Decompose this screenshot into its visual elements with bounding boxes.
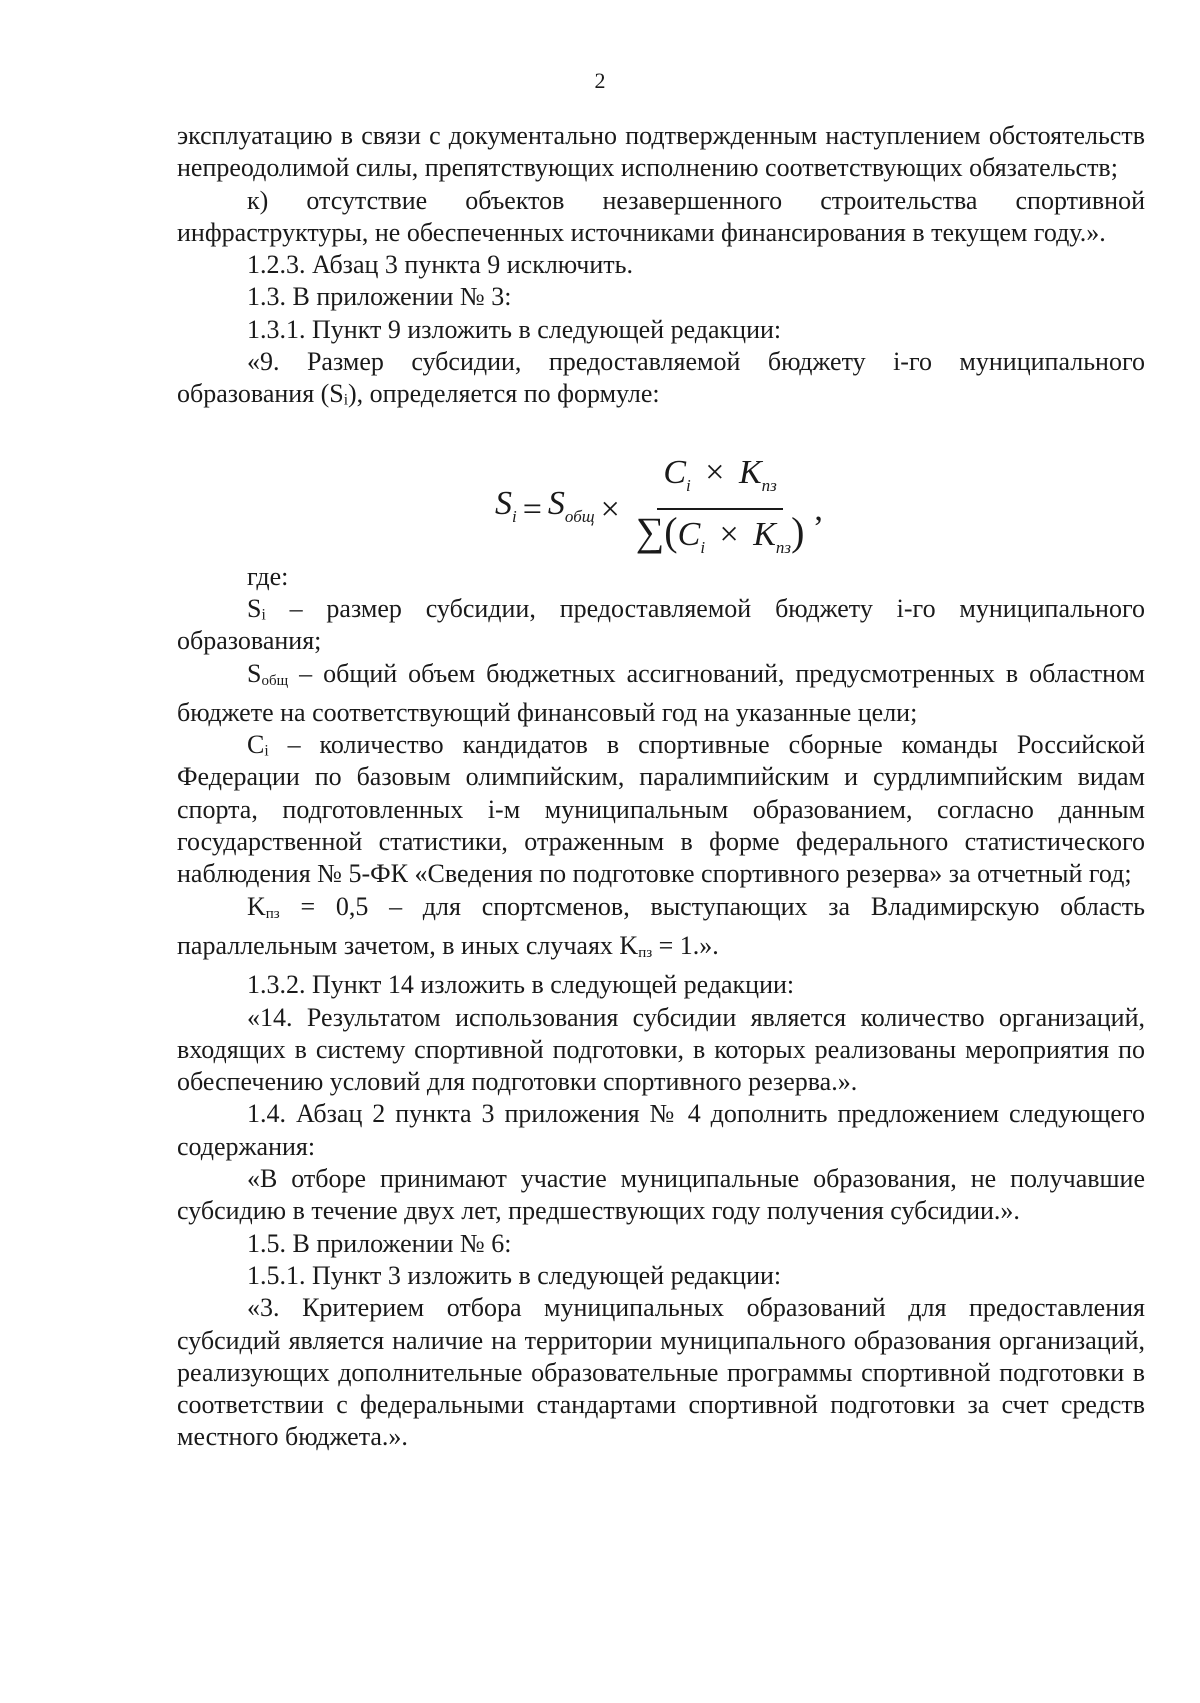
paragraph: Cᵢ – количество кандидатов в спортивные сборные команды Российской Федерации по базовым олимпийским, паралимпийским и сурдлимпийским видам спорта, подготовленных i-м муниципальным образованием, согласно данным государственной статистики, отраженным в форме федерального статистического наблюдения № 5-ФК «Сведения по подготовке спортивного резерва» за отчетный год; — [177, 730, 1145, 889]
formula-fraction — [630, 453, 811, 568]
page-number: 2 — [594, 68, 606, 93]
paragraph: Sобщ – общий объем бюджетных ассигнований, предусмотренных в областном бюджете на соответствующий финансовый год на указанные цели; — [177, 658, 1145, 727]
formula-denominator: $\sum(C_i \times K_{пз})$ — [635, 508, 805, 557]
paragraph: Sᵢ – размер субсидии, предоставляемой бюджету i-го муниципального образования; — [177, 593, 1145, 656]
paragraph: 1.3. В приложении № 3: — [247, 282, 512, 312]
paragraph: «14. Результатом использования субсидии является количество организаций, входящих в систему спортивной подготовки, в которых реализованы мероприятия по обеспечению условий для подготовки спортивного резерва.». — [177, 1002, 1145, 1097]
paragraph: 1.3.1. Пункт 9 изложить в следующей редакции: — [247, 314, 782, 344]
paragraph: «9. Размер субсидии, предоставляемой бюджету i-го муниципального образования (Sᵢ), определяется по формуле: — [177, 347, 1145, 409]
subsidy-formula — [495, 453, 823, 568]
formula-lhs: $S_i$ — [495, 484, 517, 526]
paragraph: 1.4. Абзац 2 пункта 3 приложения № 4 дополнить предложением следующего содержания: — [177, 1099, 1145, 1161]
formula-equals: = — [522, 491, 542, 529]
paragraph: 1.5. В приложении № 6: — [247, 1228, 512, 1258]
document-body — [177, 120, 1145, 1454]
paragraph: «В отборе принимают участие муниципальные образования, не получавшие субсидию в течение двух лет, предшествующих году получения субсидии.». — [177, 1164, 1145, 1226]
paragraph: 1.3.2. Пункт 14 изложить в следующей редакции: — [247, 970, 795, 1000]
formula-block — [177, 411, 1145, 561]
paragraph: эксплуатацию в связи с документально подтвержденным наступлением обстоятельств непреодолимой силы, препятствующих исполнению соответствующих обязательств; — [177, 121, 1145, 183]
formula-total: $S_{общ}$ — [547, 484, 595, 526]
paragraph: «3. Критерием отбора муниципальных образований для предоставления субсидий является наличие на территории муниципального образования организаций, реализующих дополнительные образовательные программы спортивной подготовки в соответствии с федеральными стандартами спортивной подготовки за счет средств местного бюджета.». — [177, 1293, 1145, 1452]
paragraph: Kпз = 0,5 – для спортсменов, выступающих за Владимирскую область параллельным зачетом, в иных случаях Kпз = 1.». — [177, 891, 1145, 961]
paragraph: 1.5.1. Пункт 3 изложить в следующей редакции: — [247, 1260, 782, 1290]
paragraph: где: — [247, 561, 289, 591]
formula-numerator: $C_i \times K_{пз}$ — [657, 453, 782, 510]
paragraph: к) отсутствие объектов незавершенного строительства спортивной инфраструктуры, не обеспеченных источниками финансирования в текущем году.». — [177, 185, 1145, 247]
paragraph: 1.2.3. Абзац 3 пункта 9 исключить. — [247, 250, 633, 280]
formula-comma: , — [814, 491, 823, 529]
formula-times: × — [600, 491, 620, 529]
